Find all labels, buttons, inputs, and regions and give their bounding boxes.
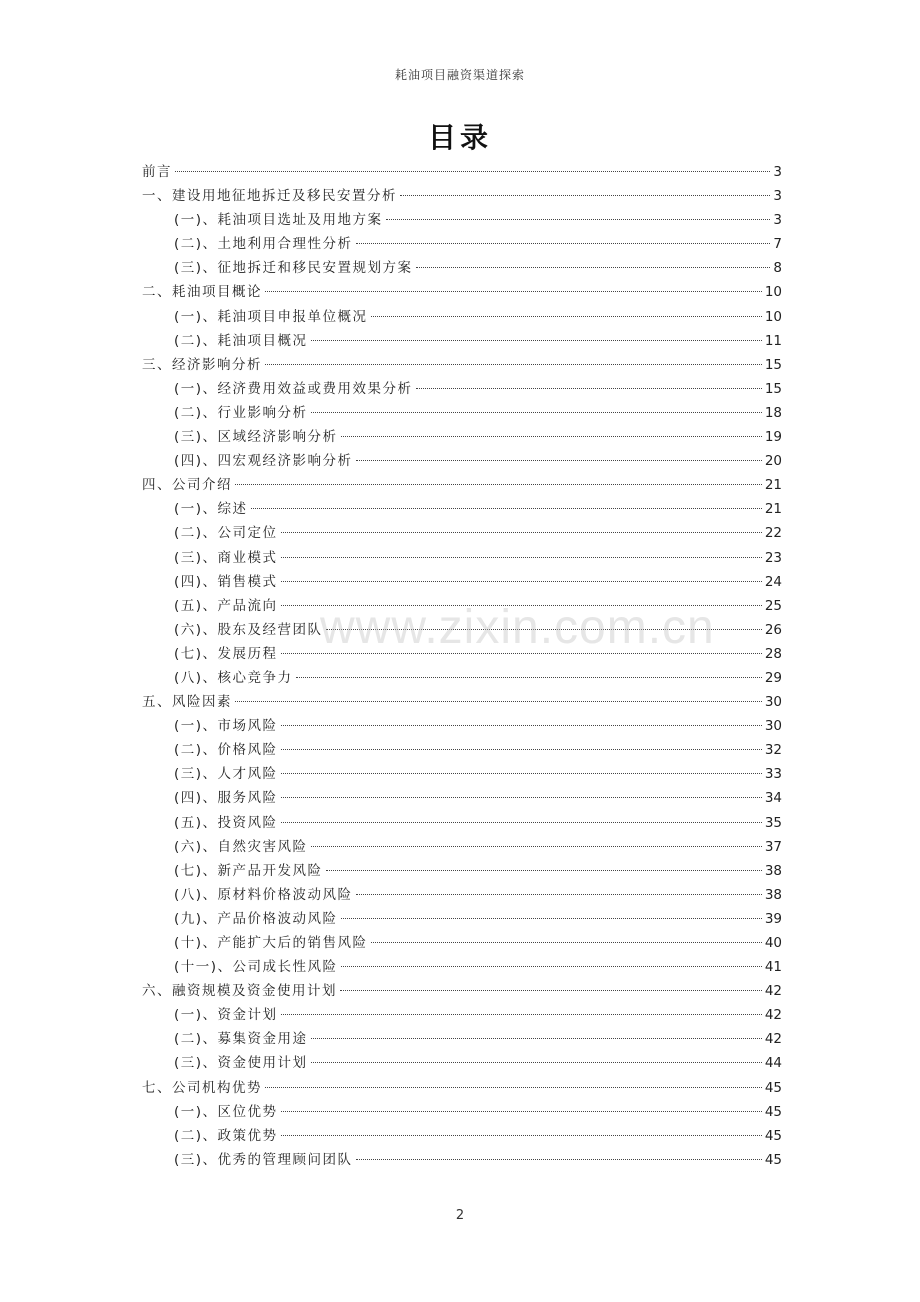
toc-page-number: 25	[764, 597, 782, 614]
toc-entry-text: 前言	[142, 164, 172, 180]
toc-subentry[interactable]	[142, 497, 782, 521]
toc-page-number: 30	[764, 694, 782, 711]
toc-entry-text: (三)、人才风险	[174, 766, 278, 783]
toc-page-number: 21	[764, 501, 782, 518]
toc-entry-text: (八)、核心竞争力	[174, 669, 293, 686]
toc-entry-text: (二)、土地利用合理性分析	[174, 236, 353, 253]
watermark: www.zixin.com.cn	[320, 601, 715, 654]
toc-page-number: 45	[764, 1127, 782, 1144]
dot-leader	[235, 700, 762, 702]
toc-page-number: 37	[764, 838, 782, 855]
toc-page-number: 39	[764, 910, 782, 927]
toc-subentry[interactable]	[142, 1148, 782, 1172]
dot-leader	[311, 339, 762, 341]
dot-leader	[265, 290, 762, 292]
toc-page-number: 20	[764, 453, 782, 470]
toc-page-number: 32	[764, 742, 782, 759]
dot-leader	[281, 556, 762, 558]
toc-entry-text: (七)、新产品开发风险	[174, 862, 323, 879]
toc-subentry[interactable]	[142, 714, 782, 738]
toc-subentry[interactable]	[142, 883, 782, 907]
toc-page-number: 24	[764, 573, 782, 590]
dot-leader	[281, 1013, 762, 1015]
dot-leader	[386, 218, 771, 220]
toc-page-number: 38	[764, 886, 782, 903]
dot-leader	[311, 845, 762, 847]
dot-leader	[416, 266, 771, 268]
toc-subentry[interactable]	[142, 329, 782, 353]
dot-leader	[265, 1086, 762, 1088]
dot-leader	[265, 363, 762, 365]
toc-entry-text: (七)、发展历程	[174, 645, 278, 662]
toc-page-number: 11	[764, 332, 782, 349]
toc-entry[interactable]	[142, 979, 782, 1003]
toc-subentry[interactable]	[142, 449, 782, 473]
dot-leader	[371, 315, 762, 317]
toc-entry-text: 二、耗油项目概论	[142, 284, 262, 301]
toc-page-number: 19	[764, 429, 782, 446]
running-header: 耗油项目融资渠道探索	[394, 68, 525, 82]
toc-page-number: 45	[764, 1103, 782, 1120]
toc-page-number: 10	[764, 284, 782, 301]
dot-leader	[371, 941, 762, 943]
toc-entry-text: (二)、公司定位	[174, 525, 278, 542]
toc-subentry[interactable]	[142, 786, 782, 810]
dot-leader	[356, 459, 762, 461]
toc-entry-text: (三)、商业模式	[174, 549, 278, 566]
toc-entry-text: (六)、股东及经营团队	[174, 621, 323, 638]
toc-entry-text: (二)、耗油项目概况	[174, 332, 308, 349]
toc-subentry[interactable]	[142, 931, 782, 955]
toc-entry-text: (一)、综述	[174, 501, 248, 518]
toc-entry-text: (三)、区域经济影响分析	[174, 429, 338, 446]
toc-page-number: 42	[764, 1007, 782, 1024]
dot-leader	[251, 507, 762, 509]
toc-page-number: 44	[764, 1055, 782, 1072]
toc-entry[interactable]	[142, 184, 782, 208]
toc-entry-text: 七、公司机构优势	[142, 1079, 262, 1096]
toc-subentry[interactable]	[142, 546, 782, 570]
dot-leader	[281, 748, 762, 750]
dot-leader	[281, 772, 762, 774]
dot-leader	[400, 194, 770, 196]
toc-page-number: 3	[773, 164, 782, 180]
toc-entry-text: (三)、优秀的管理顾问团队	[174, 1151, 353, 1168]
toc-subentry[interactable]	[142, 377, 782, 401]
toc-page-number: 42	[764, 983, 782, 1000]
toc-page-number: 30	[764, 718, 782, 735]
toc-subentry[interactable]	[142, 425, 782, 449]
toc-entry-text: (十一)、公司成长性风险	[174, 959, 338, 976]
toc-subentry[interactable]	[142, 859, 782, 883]
dot-leader	[296, 676, 762, 678]
toc-subentry[interactable]	[142, 1027, 782, 1051]
toc-entry-text: (一)、资金计划	[174, 1007, 278, 1024]
toc-page-number: 3	[773, 212, 782, 229]
toc-entry[interactable]	[142, 280, 782, 304]
toc-entry-text: (一)、经济费用效益或费用效果分析	[174, 380, 413, 397]
toc-entry[interactable]	[142, 690, 782, 714]
toc-page-number: 42	[764, 1031, 782, 1048]
dot-leader	[356, 1158, 762, 1160]
toc-subentry[interactable]	[142, 666, 782, 690]
dot-leader	[356, 893, 762, 895]
toc-entry-text: (二)、政策优势	[174, 1127, 278, 1144]
toc-entry-text: 四、公司介绍	[142, 477, 232, 494]
toc-entry[interactable]	[142, 1076, 782, 1100]
toc-entry-text: (六)、自然灾害风险	[174, 838, 308, 855]
toc-entry-text: (三)、征地拆迁和移民安置规划方案	[174, 260, 413, 277]
toc-subentry[interactable]	[142, 256, 782, 280]
toc-entry-text: 六、融资规模及资金使用计划	[142, 983, 337, 1000]
toc-page-number: 45	[764, 1151, 782, 1168]
dot-leader	[175, 170, 770, 172]
toc-entry-text: (四)、服务风险	[174, 790, 278, 807]
toc-page-number: 15	[764, 356, 782, 373]
toc-entry-text: (一)、耗油项目申报单位概况	[174, 308, 368, 325]
toc-entry-text: (一)、市场风险	[174, 718, 278, 735]
toc-entry-text: (三)、资金使用计划	[174, 1055, 308, 1072]
toc-entry-text: (五)、投资风险	[174, 814, 278, 831]
dot-leader	[281, 724, 762, 726]
toc-entry-text: 一、建设用地征地拆迁及移民安置分析	[142, 188, 397, 205]
toc-page-number: 3	[773, 188, 782, 205]
toc-entry-text: (一)、区位优势	[174, 1103, 278, 1120]
dot-leader	[311, 1061, 762, 1063]
toc-subentry[interactable]	[142, 521, 782, 545]
toc-entry-text: (八)、原材料价格波动风险	[174, 886, 353, 903]
toc-page-number: 23	[764, 549, 782, 566]
toc-subentry[interactable]	[142, 1124, 782, 1148]
toc-subentry[interactable]	[142, 738, 782, 762]
toc-page-number: 15	[764, 380, 782, 397]
toc-entry-text: 五、风险因素	[142, 694, 232, 711]
dot-leader	[311, 1037, 762, 1039]
toc-entry[interactable]	[142, 160, 782, 184]
toc-subentry[interactable]	[142, 907, 782, 931]
dot-leader	[235, 483, 762, 485]
toc-page-number: 34	[764, 790, 782, 807]
table-of-contents	[142, 160, 782, 1172]
dot-leader	[416, 387, 762, 389]
dot-leader	[281, 580, 762, 582]
toc-page-number: 40	[764, 935, 782, 951]
toc-entry-text: (五)、产品流向	[174, 597, 278, 614]
toc-entry[interactable]	[142, 353, 782, 377]
toc-page-number: 7	[773, 236, 782, 253]
dot-leader	[341, 435, 762, 437]
dot-leader	[281, 531, 762, 533]
dot-leader	[281, 1134, 762, 1136]
toc-subentry[interactable]	[142, 401, 782, 425]
toc-entry-text: (二)、价格风险	[174, 742, 278, 759]
toc-entry-text: (四)、销售模式	[174, 573, 278, 590]
dot-leader	[281, 821, 762, 823]
toc-subentry[interactable]	[142, 1100, 782, 1124]
dot-leader	[340, 989, 762, 991]
dot-leader	[281, 796, 762, 798]
toc-page-number: 35	[764, 814, 782, 831]
toc-title: 目录	[427, 121, 492, 154]
toc-page-number: 18	[764, 404, 782, 421]
toc-entry-text: (二)、行业影响分析	[174, 404, 308, 421]
toc-entry-text: (九)、产品价格波动风险	[174, 910, 338, 927]
toc-subentry[interactable]	[142, 232, 782, 256]
dot-leader	[356, 242, 771, 244]
toc-subentry[interactable]	[142, 1051, 782, 1075]
toc-page-number: 22	[764, 525, 782, 542]
dot-leader	[281, 1110, 762, 1112]
toc-page-number: 41	[764, 959, 782, 976]
dot-leader	[341, 917, 762, 919]
toc-page-number: 45	[764, 1079, 782, 1096]
toc-page-number: 10	[764, 308, 782, 325]
toc-page-number: 29	[764, 669, 782, 686]
toc-entry-text: 三、经济影响分析	[142, 356, 262, 373]
dot-leader	[341, 965, 762, 967]
toc-subentry[interactable]	[142, 208, 782, 232]
page-number: 2	[455, 1208, 465, 1223]
toc-subentry[interactable]	[142, 762, 782, 786]
toc-subentry[interactable]	[142, 305, 782, 329]
toc-entry-text: (四)、四宏观经济影响分析	[174, 453, 353, 470]
toc-subentry[interactable]	[142, 811, 782, 835]
toc-page-number: 21	[764, 477, 782, 494]
toc-page-number: 28	[764, 645, 782, 662]
toc-page-number: 26	[764, 621, 782, 638]
toc-page-number: 8	[773, 260, 782, 277]
dot-leader	[326, 869, 762, 871]
toc-entry[interactable]	[142, 473, 782, 497]
toc-subentry[interactable]	[142, 570, 782, 594]
toc-entry-text: (二)、募集资金用途	[174, 1031, 308, 1048]
toc-page-number: 33	[764, 766, 782, 783]
dot-leader	[311, 411, 762, 413]
toc-entry-text: (一)、耗油项目选址及用地方案	[174, 212, 383, 229]
toc-subentry[interactable]	[142, 1003, 782, 1027]
toc-entry-text: (十)、产能扩大后的销售风险	[174, 935, 368, 951]
toc-page-number: 38	[764, 862, 782, 879]
toc-subentry[interactable]	[142, 955, 782, 979]
toc-subentry[interactable]	[142, 835, 782, 859]
